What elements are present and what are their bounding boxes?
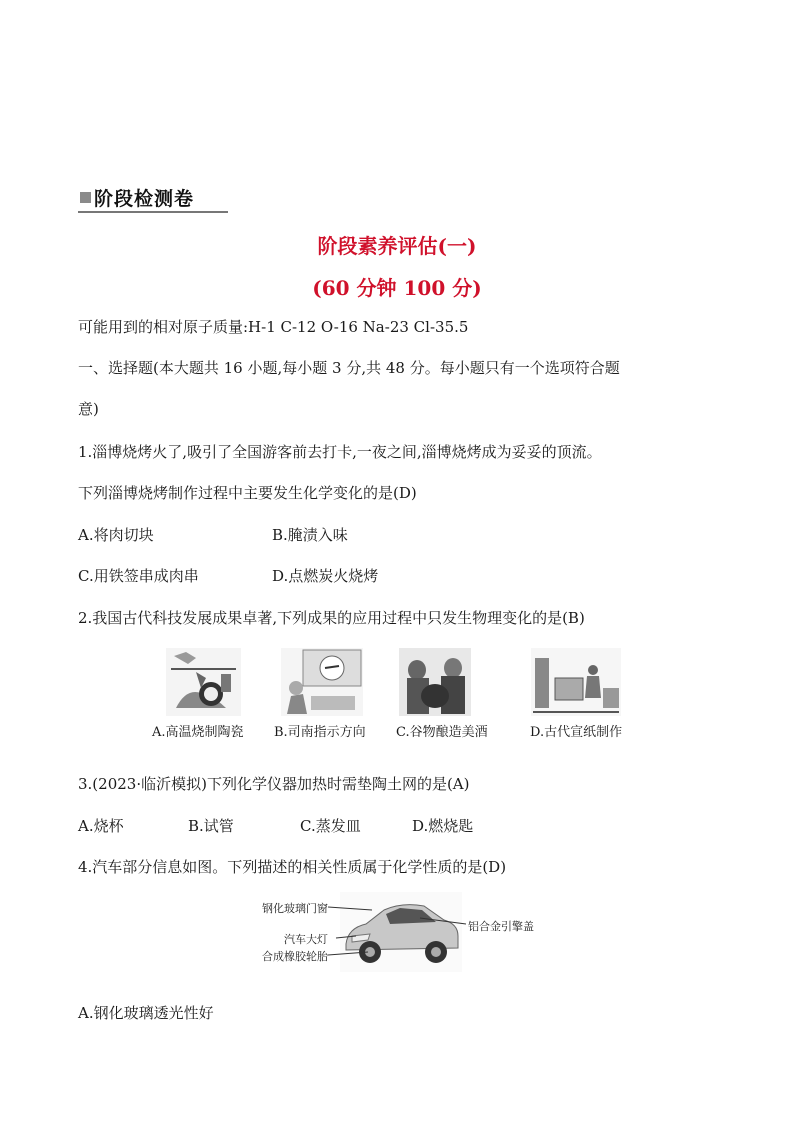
atomic-mass-line: 可能用到的相对原子质量:H-1 C-12 O-16 Na-23 Cl-35.5 bbox=[78, 318, 469, 336]
section-one-heading-cont: 意) bbox=[78, 400, 99, 418]
label-aluminum-hood: 铝合金引擎盖 bbox=[468, 920, 534, 933]
q2-caption-a[interactable]: A.高温烧制陶瓷 bbox=[152, 725, 244, 740]
q2-caption-c[interactable]: C.谷物酿造美酒 bbox=[396, 725, 488, 740]
label-headlight: 汽车大灯 bbox=[284, 933, 328, 946]
q2-stem: 2.我国古代科技发展成果卓著,下列成果的应用过程中只发生物理变化的是(B) bbox=[78, 609, 585, 627]
label-tempered-glass: 钢化玻璃门窗 bbox=[262, 902, 328, 915]
q2-caption-b[interactable]: B.司南指示方向 bbox=[274, 725, 366, 740]
q1-option-a[interactable]: A.将肉切块 bbox=[78, 526, 154, 544]
q3-option-b[interactable]: B.试管 bbox=[188, 817, 234, 835]
q3-option-a[interactable]: A.烧杯 bbox=[78, 817, 124, 835]
q4-stem: 4.汽车部分信息如图。下列描述的相关性质属于化学性质的是(D) bbox=[78, 858, 507, 876]
section-one-heading: 一、选择题(本大题共 16 小题,每小题 3 分,共 48 分。每小题只有一个选项符合题 bbox=[78, 359, 620, 377]
q1-stem-line1: 1.淄博烧烤火了,吸引了全国游客前去打卡,一夜之间,淄博烧烤成为妥妥的顶流。 bbox=[78, 443, 602, 461]
q4-option-a[interactable]: A.钢化玻璃透光性好 bbox=[78, 1004, 214, 1022]
section-tag-label: 阶段检测卷 bbox=[94, 188, 195, 210]
q1-option-b[interactable]: B.腌渍入味 bbox=[272, 526, 348, 544]
q1-option-d[interactable]: D.点燃炭火烧烤 bbox=[272, 567, 379, 585]
q3-option-d[interactable]: D.燃烧匙 bbox=[412, 817, 474, 835]
q1-option-c[interactable]: C.用铁签串成肉串 bbox=[78, 567, 199, 585]
q2-caption-d[interactable]: D.古代宣纸制作 bbox=[530, 725, 623, 740]
page-subtitle: (60 分钟 100 分) bbox=[312, 276, 482, 300]
q1-stem-line2: 下列淄博烧烤制作过程中主要发生化学变化的是(D) bbox=[78, 484, 417, 502]
q3-stem: 3.(2023·临沂模拟)下列化学仪器加热时需垫陶土网的是(A) bbox=[78, 775, 470, 793]
page-title: 阶段素养评估(一) bbox=[317, 234, 477, 258]
label-rubber-tire: 合成橡胶轮胎 bbox=[262, 950, 328, 963]
q3-option-c[interactable]: C.蒸发皿 bbox=[300, 817, 361, 835]
